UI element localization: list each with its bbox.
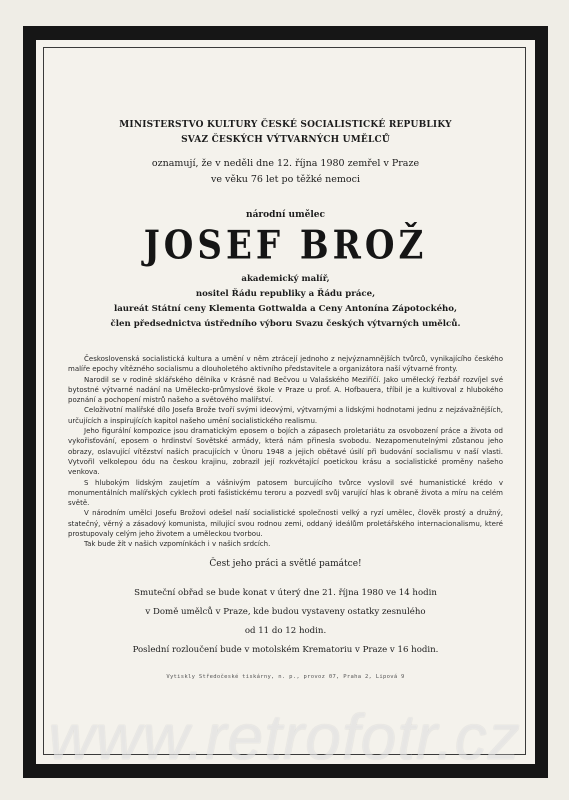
eulogy-paragraph: Celoživotní malířské dílo Josefa Brože tvoří svými ideovými, výtvarnými a lidskými hodnotami jednu z nejzávažnějších, určujících a inspirujících kapitol našeho umění socialistického realismu. bbox=[68, 406, 503, 425]
eulogy-paragraph: Tak bude žít v našich vzpomínkách i v našich srdcích. bbox=[84, 540, 271, 549]
announcement bbox=[60, 156, 511, 188]
eulogy-text bbox=[68, 354, 503, 550]
honor-line: člen předsednictva ústředního výboru Svazu českých výtvarných umělců. bbox=[110, 319, 461, 329]
eulogy-paragraph: Jeho figurální kompozice jsou dramatickým eposem o bojích a zápasech proletariátu za osvobození práce a života od vykořisťování, eposem o hrdinství Sovětské armády, která nám přinesla svobodu. Nezapomenutelnými zůstanou jeho obrazy, oslavující vítězství našich pracujících v Únoru 1948 a jejich obětavé úsilí při budování socialismu v naší vlasti. Vytvořil velkolepou ódu na českou krajinu, zobrazil její rozkvétající poetickou krásu a socialistické proměny našeho venkova. bbox=[68, 427, 503, 477]
eulogy-paragraph: S hlubokým lidským zaujetím a vášnivým patosem burcujícího tvůrce vyslovil své humanistické krédo v monumentálních malířských cyklech proti fašistickému teroru a pozvedl svůj varující hlas k obraně života a míru na celém světě. bbox=[68, 478, 503, 508]
eulogy-paragraph: V národním umělci Josefu Brožovi odešel naší socialistické společnosti velký a ryzí umělec, člověk prostý a družný, statečný, věrný a zásadový komunista, milující svou rodnou zemi, oddaný ideálům proletářského internacionalismu, které prostupovaly celým jeho životem a uměleckou tvorbou. bbox=[68, 509, 503, 539]
funeral-info bbox=[60, 584, 511, 660]
union-heading: SVAZ ČESKÝCH VÝTVARNÝCH UMĚLCŮ bbox=[181, 135, 390, 145]
announcement-line: ve věku 76 let po těžké nemoci bbox=[211, 174, 360, 185]
funeral-line: v Domě umělců v Praze, kde budou vystaveny ostatky zesnulého bbox=[145, 606, 426, 617]
funeral-line: Poslední rozloučení bude v motolském Krematoriu v Praze v 16 hodin. bbox=[132, 644, 439, 655]
watermark: www.retrofotr.cz bbox=[48, 701, 521, 773]
honor-line-closing: Čest jeho práci a světlé památce! bbox=[209, 558, 362, 569]
eulogy-paragraph: Narodil se v rodině sklářského dělníka v Krásně nad Bečvou u Valašského Meziříčí. Jako umělecký řezbář rozvíjel své bytostné výtvarné nadání na Umělecko-průmyslové škole v Praze u prof. A. Hofbauera, tříbil je a kultivoval z hlubokého poznání a pochopení mistrů našeho a světového malířství. bbox=[68, 375, 503, 405]
funeral-line: Smuteční obřad se bude konat v úterý dne 21. října 1980 ve 14 hodin bbox=[134, 587, 437, 598]
honors-list bbox=[60, 272, 511, 332]
eulogy-paragraph: Československá socialistická kultura a umění v něm ztrácejí jednoho z nejvýznamnějších tvůrců, vynikajícího českého malíře epochy vítězného socialismu a dlouholetého aktivního představitele a organizátora naší výtvarné fronty. bbox=[68, 355, 503, 374]
ministry-heading: MINISTERSTVO KULTURY ČESKÉ SOCIALISTICKÉ REPUBLIKY bbox=[119, 120, 452, 130]
honor-line: akademický malíř, bbox=[241, 274, 330, 284]
printer-imprint: Vytiskly Středočeské tiskárny, n. p., provoz 07, Praha 2, Lipová 9 bbox=[166, 673, 405, 680]
honor-line: nositel Řádu republiky a Řádu práce, bbox=[195, 289, 376, 299]
funeral-line: od 11 do 12 hodin. bbox=[244, 625, 327, 636]
honor-line: laureát Státní ceny Klementa Gottwalda a Ceny Antonína Zápotockého, bbox=[113, 304, 458, 314]
notice-content bbox=[60, 118, 511, 680]
announcement-line: oznamují, že v neděli dne 12. října 1980 zemřel v Praze bbox=[151, 158, 420, 169]
deceased-name: JOSEF BROŽ bbox=[143, 223, 428, 269]
name-prefix: národní umělec bbox=[246, 210, 325, 220]
